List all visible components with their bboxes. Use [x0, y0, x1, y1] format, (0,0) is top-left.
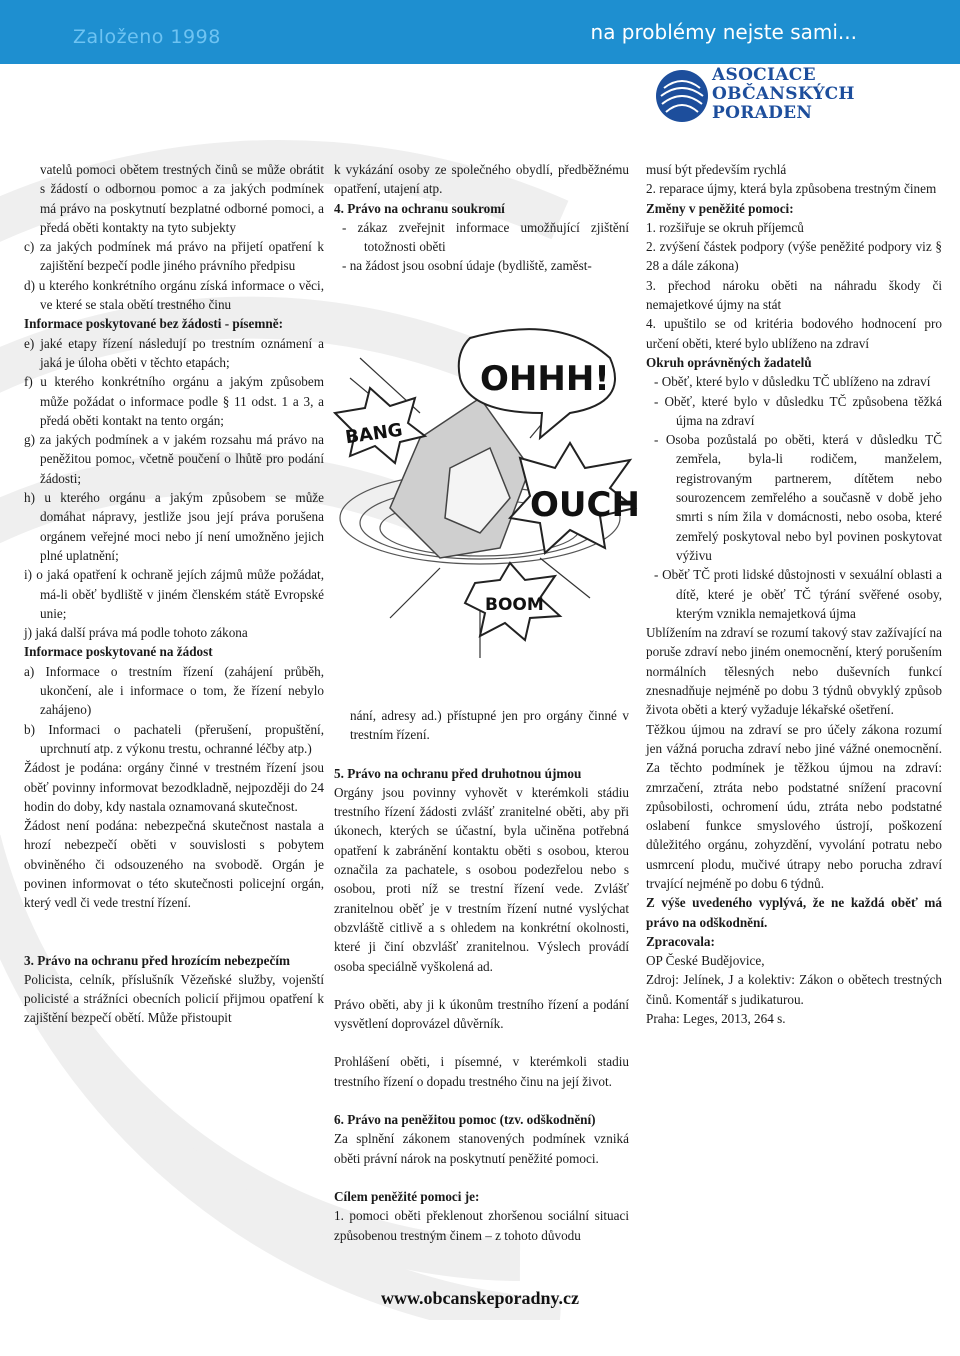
burst-bang: [335, 388, 425, 463]
author-text: OP České Budějovice,: [646, 953, 765, 969]
paragraph-severe-harm: Těžkou újmou na zdraví se pro účely zákona rozumí jen vážná porucha zdraví nebo jiné vážné onemocnění. Za těchto podmínek je těžkou újmou na zdraví: zmrzačení, ztráta nebo podstatné snížení pracovní způsobilosti, ochromení údu, ztráta nebo podstatné oslabení funkce smyslového ústrojí, poškození důležitého orgánu, zohyzdění, vyvolání potratu nebo usmrcení plodu, mučivé útrapy nebo porucha zdraví trvající nejméně po dobu 6 týdnů.: [646, 721, 942, 891]
column-3: [646, 160, 942, 1028]
paragraph-section-5a: Orgány jsou povinny vyhovět v kterémkoli stádiu trestního řízení žádosti zvlášť zranitelné oběti, aby při úkonech, kterých se účastní, byla učiněna potřebná opatření k zabránění kontaktu oběti s osobou, kterou označila za pachatele, s osobou podezřelou nebo s osobou, proti níž se trestní řízení vede. Zvlášť zranitelnou oběť je v trestním řízení nutné vyslýchat obzvláště citlivě a s ohledem na konkrétní okolnosti, které ji činí obzvlášť zranitelnou. Výslech provádí osoba speciálně vyškolená ad.: [334, 784, 629, 974]
col1-intro: vatelů pomoci obětem trestných činů se může obrátit s žádostí o odbornou pomoc a za jakých podmínek má právo na poskytnutí bezplatné odborné pomoci, a předá oběti kontakty na tyto subjekty: [40, 162, 324, 235]
list-item: c) za jakých podmínek má právo na přijetí opatření k zajištění bezpečí podle jiného právního předpisu: [24, 239, 324, 274]
heading-request-info: Informace poskytované na žádost: [24, 644, 213, 660]
logo-wordmark: [712, 66, 855, 123]
heading-goal: Cílem peněžité pomoci je:: [334, 1188, 480, 1204]
heading-section-3: 3. Právo na ochranu před hrozícím nebezpečím: [24, 952, 291, 968]
heading-author: Zpracovala:: [646, 933, 715, 949]
heading-changes: Změny v peněžité pomoci:: [646, 200, 794, 216]
list-item: - Oběť TČ proti lidské důstojnosti v sexuální oblasti a dítě, které je oběť TČ týrání svěřené osoby, kterým vznikla nemajetková újma: [654, 567, 942, 621]
list-item: 2. zvýšení částek podpory (výše peněžité podpory viz § 28 a dále zákona): [646, 239, 942, 274]
footer-url[interactable]: www.obcanskeporadny.cz: [380, 1288, 580, 1308]
paragraph-harm: Ublížením na zdraví se rozumí takový stav zažívající na poruše zdraví nebo jiném onemocnění, který porušením normálních tělesných nebo duševních funkcí znesnadňuje nejméně po dobu 3 týdnů obvyklý způsob života oběti a který vyžaduje lékařské ošetření.: [646, 625, 942, 718]
column-1: [24, 160, 324, 1028]
list-item: e) jaké etapy řízení následují po trestním oznámení a jaká je úloha oběti v těchto etapách;: [24, 335, 324, 370]
list-item: a) Informace o trestním řízení (zahájení průběh, ukončení, ale i informace o tom, že řízení nebylo zahájeno): [24, 663, 324, 718]
list-item: 2. reparace újmy, která byla způsobena trestným činem: [646, 181, 937, 197]
heading-section-6: 6. Právo na peněžitou pomoc (tzv. odškodnění): [334, 1112, 596, 1128]
list-item: d) u kterého konkrétního orgánu získá informace o věci, ve které se stala obětí trestného činu: [24, 277, 324, 313]
list-item: h) u kterého orgánu a jakým způsobem se může domáhat nápravy, jestliže jsou její práva porušena orgánem veřejné moci nebo jí není umožněno jejich plné uplatnění;: [24, 490, 324, 563]
list-item: i) o jaká opatření k ochraně jejích zájmů může požádat, má-li oběť bydliště v jiném členském státě Evropské unie;: [24, 567, 324, 621]
comic-word-ohhh: OHHH!: [480, 359, 610, 399]
list-item: f) u kterého konkrétního orgánu a jakým způsobem může požádat o informace podle § 11 odst. 1 a 3, a předá oběti kontakt na tento orgán;: [24, 374, 324, 428]
burst-boom: [465, 563, 560, 640]
source-text: Zdroj: Jelínek, J a kolektiv: Zákon o obětech trestných činů. Komentář s judikaturou.: [646, 972, 942, 1007]
list-item: 3. přechod nároku oběti na náhradu škody či nemajetkové újmy na stát: [646, 277, 942, 313]
list-item: b) Informaci o pachateli (přerušení, propuštění, uprchnutí atp. z výkonu trestu, ochranné léčby atp.): [24, 721, 324, 756]
paragraph-section-5c: Prohlášení oběti, i písemné, v kterémkoli stadiu trestního řízení o dopadu trestného činu na její život.: [334, 1054, 629, 1089]
paragraph-section-5b: Právo oběti, aby ji k úkonům trestního řízení a podání vysvětlení doprovázel důvěrník.: [334, 996, 629, 1032]
slogan-text: na problémy nejste sami...: [590, 20, 857, 44]
list-item: - Oběť, které bylo v důsledku TČ způsobena těžká újma na zdraví: [654, 393, 942, 428]
logo-line-3: PORADEN: [712, 103, 813, 123]
heading-written-info: Informace poskytované bez žádosti - písemně:: [24, 316, 283, 332]
publisher-text: Praha: Leges, 2013, 264 s.: [646, 1011, 786, 1027]
list-item: 4. upuštilo se od kritéria bodového hodnocení pro určení oběti, které bylo ublíženo na zdraví: [646, 316, 942, 351]
comic-illustration: [330, 318, 640, 678]
list-item: - Osoba pozůstalá po oběti, která v důsledku TČ zemřela, byla-li rodičem, manželem, registrovaným partnerem, dítětem nebo sourozencem zemřelého a současně v době jeho smrti s ním žila v domácnosti, nebo osoba, které zemřelý poskytoval nebo byl povinen poskytovat výživu: [654, 432, 942, 563]
heading-section-4: 4. Právo na ochranu soukromí: [334, 200, 505, 216]
paragraph-section-3: Policista, celník, příslušník Vězeňské služby, vojenští policisté a strážníci obecních policií přijmou opatření k zajištění bezpečí obětí. Může přistoupit: [24, 971, 324, 1026]
list-item-continuation: nání, adresy ad.) přístupné jen pro orgány činné v trestním řízení.: [350, 708, 629, 743]
logo-line-2: OBČANSKÝCH: [712, 84, 855, 104]
col3-continuation: musí být především rychlá: [646, 162, 787, 177]
organization-logo: [654, 66, 854, 124]
paragraph-filed: Žádost je podána: orgány činné v trestném řízení jsou oběť povinny informovat bezodkladně, nejpozději do 24 hodin do doby, kdy nastala oznamovaná skutečnost.: [24, 760, 324, 814]
logo-globe-icon: [654, 68, 710, 124]
comic-word-ouch: OUCH: [530, 485, 640, 525]
logo-line-1: ASOCIACE: [712, 65, 816, 85]
comic-word-boom: BOOM: [485, 595, 544, 615]
list-item: - na žádost jsou osobní údaje (bydliště, zaměst-: [342, 258, 592, 274]
col2-continuation: k vykázání osoby ze společného obydlí, předběžnému opatření, utajení atp.: [334, 162, 629, 197]
heading-eligible: Okruh oprávněných žadatelů: [646, 354, 812, 370]
list-item: - zákaz zveřejnit informace umožňující zjištění totožnosti oběti: [342, 219, 629, 255]
list-item: j) jaká další práva má podle tohoto zákona: [24, 625, 248, 641]
header-bar: [0, 0, 960, 64]
paragraph-goal: 1. pomoci oběti překlenout zhoršenou sociální situaci způsobenou trestným činem – z tohoto důvodu: [334, 1208, 629, 1243]
conclusion: Z výše uvedeného vyplývá, že ne každá oběť má právo na odškodnění.: [646, 895, 942, 930]
column-2-bottom: [334, 706, 629, 1245]
comic-word-bang: BANG: [343, 419, 404, 449]
list-item: 1. rozšiřuje se okruh příjemců: [646, 219, 804, 235]
paragraph-not-filed: Žádost není podána: nebezpečná skutečnost nastala a hrozí nebezpečí oběti v souvislosti s pobytem obviněného či odsouzeného na svobodě. Orgán je povinen informovat o této skutečnosti policejní orgán, který vedl či vede trestní řízení.: [24, 818, 324, 911]
heading-section-5: 5. Právo na ochranu před druhotnou újmou: [334, 765, 582, 781]
list-item: g) za jakých podmínek a v jakém rozsahu má právo na peněžitou pomoc, včetně poučení o lhůtě pro podání žádosti;: [24, 432, 324, 486]
paragraph-section-6: Za splnění zákonem stanovených podmínek vzniká oběti právní nárok na poskytnutí peněžité pomoci.: [334, 1131, 629, 1166]
column-2-top: [334, 160, 629, 276]
list-item: - Oběť, které bylo v důsledku TČ ublíženo na zdraví: [654, 374, 931, 390]
founded-text: Založeno 1998: [73, 26, 221, 48]
